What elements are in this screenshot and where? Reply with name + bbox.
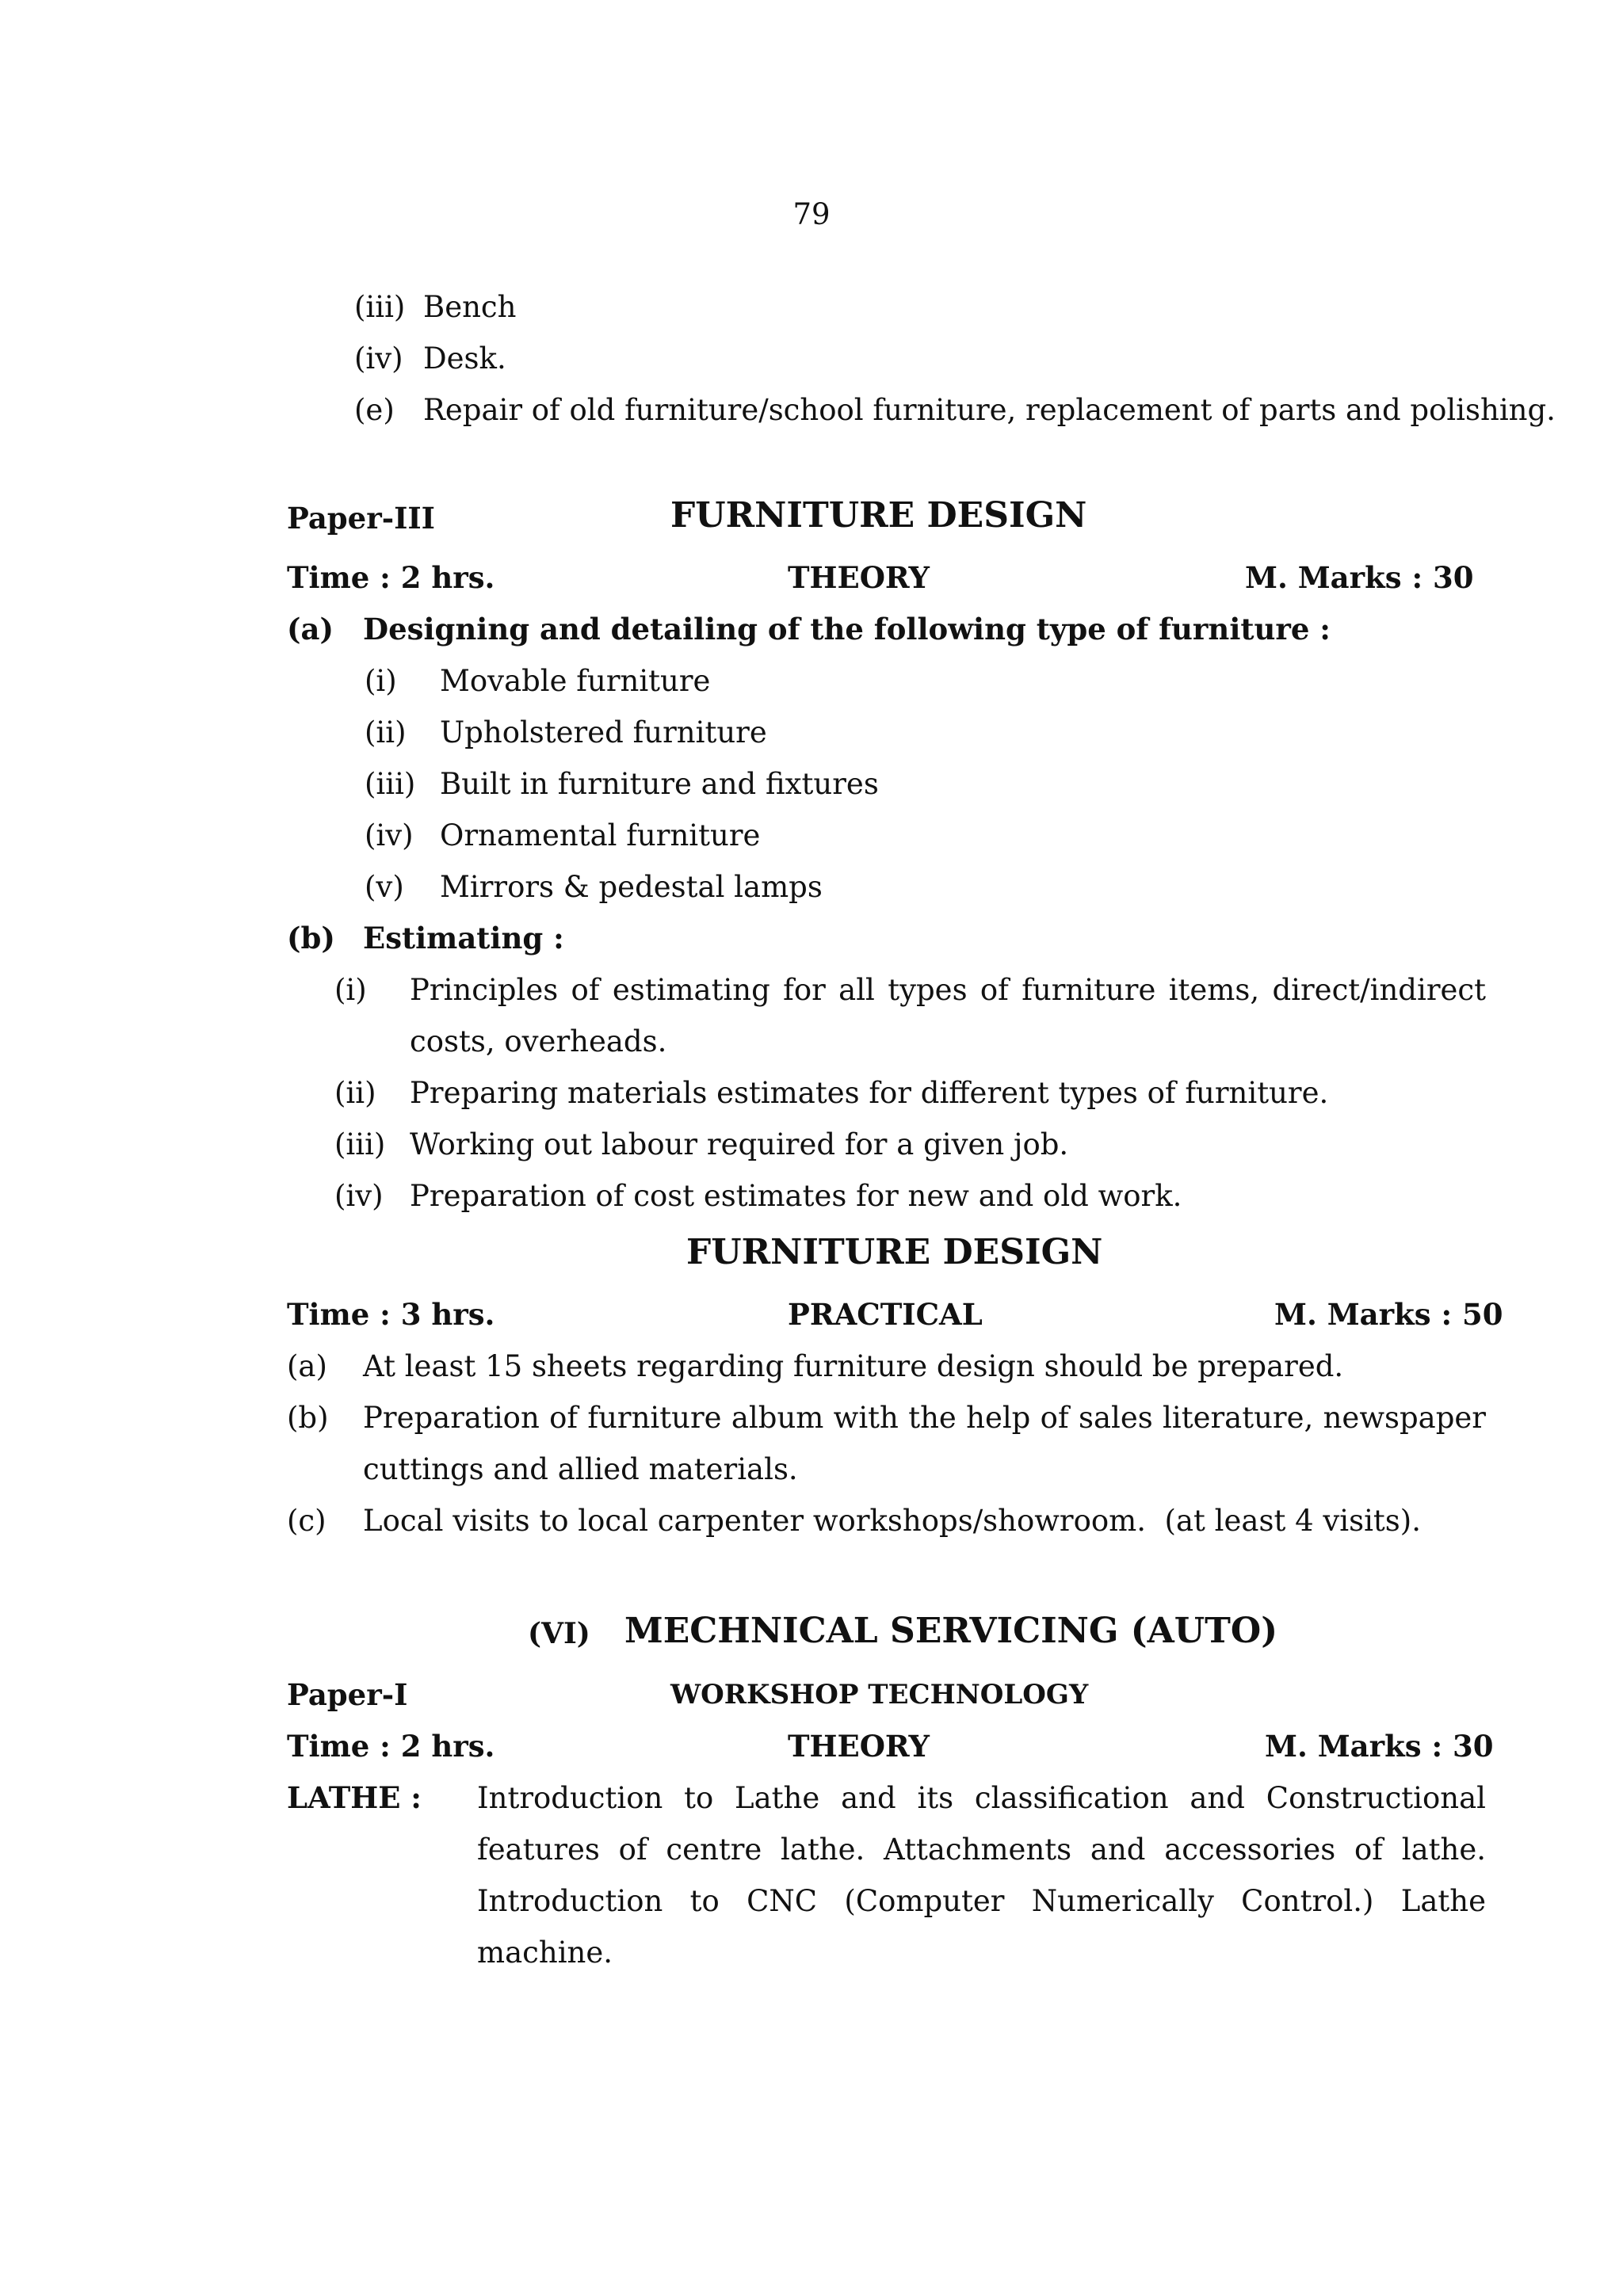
item-text: Local visits to local carpenter workshops/showroom. (at least 4 visits). — [363, 1504, 1421, 1538]
max-marks: M. Marks : 30 — [1265, 1729, 1494, 1764]
item-label: (iii) — [354, 290, 406, 324]
item-label: (i) — [365, 664, 397, 698]
item-label: (iii) — [334, 1127, 386, 1161]
item-text: At least 15 sheets regarding furniture design should be prepared. — [363, 1349, 1344, 1383]
item-label: (e) — [354, 393, 395, 427]
item-label: (iii) — [365, 767, 416, 801]
max-marks: M. Marks : 50 — [1274, 1297, 1503, 1332]
paper-kind: THEORY — [788, 560, 930, 595]
item-label: (iv) — [354, 341, 403, 376]
item-label: (i) — [334, 973, 367, 1007]
section-title: FURNITURE DESIGN — [670, 495, 1087, 536]
item-text: Desk. — [423, 341, 506, 376]
time-info: Time : 2 hrs. — [287, 1729, 495, 1764]
section-number: (VI) — [528, 1617, 590, 1650]
item-label: (a) — [287, 1349, 327, 1383]
item-label: (c) — [287, 1504, 327, 1538]
item-label: (iv) — [365, 818, 414, 852]
paper-label: Paper-III — [287, 501, 435, 536]
time-info: Time : 2 hrs. — [287, 560, 495, 595]
paper-subtitle: WORKSHOP TECHNOLOGY — [670, 1679, 1089, 1711]
item-text: Built in furniture and fixtures — [440, 767, 879, 801]
section-label: (a) — [287, 612, 334, 646]
page-number: 79 — [792, 197, 831, 231]
item-label: (ii) — [365, 715, 407, 749]
item-text: Preparation of cost estimates for new and old work. — [410, 1179, 1182, 1213]
item-label: (b) — [287, 1401, 329, 1435]
paper-kind: PRACTICAL — [788, 1297, 983, 1332]
paper-kind: THEORY — [788, 1729, 930, 1764]
item-text: Preparing materials estimates for different types of furniture. — [410, 1076, 1329, 1110]
item-text: Working out labour required for a given job. — [410, 1127, 1069, 1161]
lathe-description: Introduction to Lathe and its classification and Constructional features of centre lathe. Attachments and accessories of lathe. Introduction to CNC (Computer Numerically Control.) Lathe machine. — [477, 1781, 1486, 1970]
item-text: Mirrors & pedestal lamps — [440, 870, 823, 904]
item-label: (iv) — [334, 1179, 384, 1213]
item-text: Ornamental furniture — [440, 818, 761, 852]
item-text: Preparation of furniture album with the help of sales literature, newspaper cuttings and allied materials. — [363, 1401, 1486, 1486]
lathe-label: LATHE : — [287, 1780, 422, 1815]
item-text: Movable furniture — [440, 664, 711, 698]
section-title: FURNITURE DESIGN — [686, 1232, 1103, 1272]
section-title: MECHNICAL SERVICING (AUTO) — [624, 1611, 1278, 1651]
item-text: Bench — [423, 290, 517, 324]
time-info: Time : 3 hrs. — [287, 1297, 495, 1332]
section-heading: Designing and detailing of the following type of furniture : — [363, 612, 1331, 646]
max-marks: M. Marks : 30 — [1245, 560, 1474, 595]
section-heading: Estimating : — [363, 921, 564, 955]
paper-label: Paper-I — [287, 1677, 408, 1712]
item-text: Principles of estimating for all types of furniture items, direct/indirect costs, overheads. — [410, 973, 1486, 1058]
item-label: (ii) — [334, 1076, 376, 1110]
item-text: Upholstered furniture — [440, 715, 767, 749]
item-text: Repair of old furniture/school furniture, replacement of parts and polishing. — [423, 393, 1556, 427]
item-label: (v) — [365, 870, 404, 904]
section-label: (b) — [287, 921, 335, 955]
